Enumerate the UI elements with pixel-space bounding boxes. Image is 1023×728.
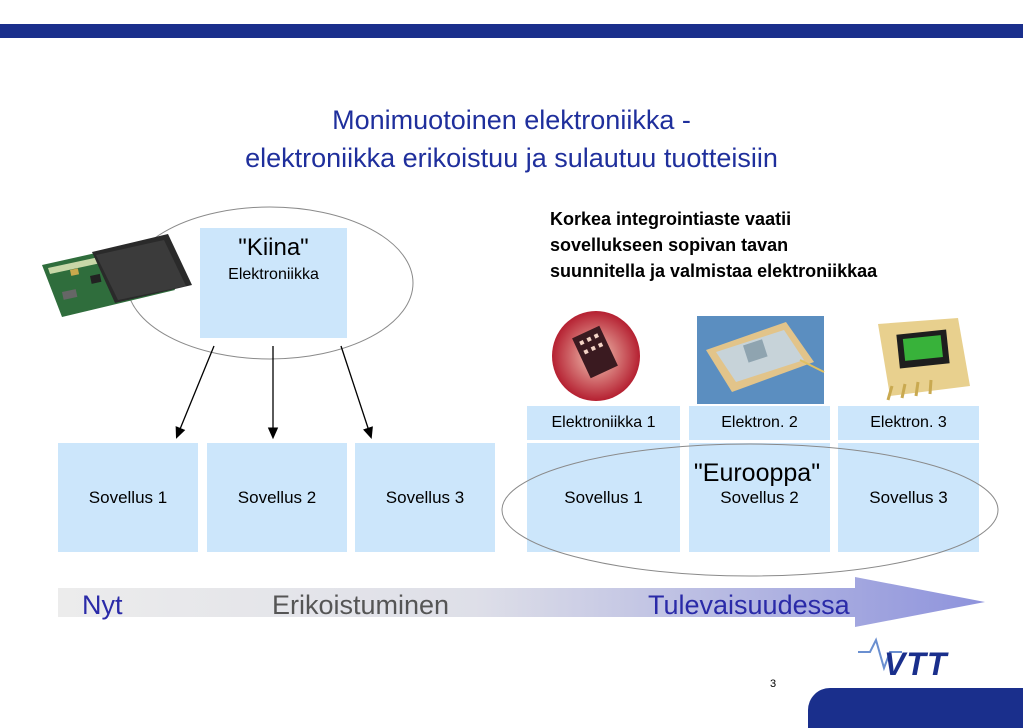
integration-note-line-3: suunnitella ja valmistaa elektroniikkaa [550, 261, 878, 281]
china-app-box-3: Sovellus 3 [355, 443, 495, 552]
europe-app-box-1: Sovellus 1 [527, 443, 680, 552]
china-app-box-2: Sovellus 2 [207, 443, 347, 552]
europe-electronics-box-3: Elektron. 3 [838, 406, 979, 440]
vtt-logo: VTT [884, 646, 948, 682]
europe-electronics-box-2: Elektron. 2 [689, 406, 830, 440]
slide-title-line-1: Monimuotoinen elektroniikka - [332, 105, 691, 135]
integration-note-line-1: Korkea integrointiaste vaatii [550, 209, 792, 229]
optical-module-picture [697, 316, 824, 404]
china-app-box-1: Sovellus 1 [58, 443, 198, 552]
europe-app-box-2: Sovellus 2 [689, 443, 830, 552]
page-number: 3 [770, 678, 777, 690]
integration-note-line-2: sovellukseen sopivan tavan [550, 235, 789, 255]
timeline-future-label: Tulevaisuudessa [648, 590, 850, 620]
china-electronics-label: Elektroniikka [228, 266, 319, 283]
europe-electronics-box-1: Elektroniikka 1 [527, 406, 680, 440]
flexible-circuit-picture [552, 311, 640, 401]
timeline-now-label: Nyt [82, 590, 123, 620]
arrow-to-sovellus-3 [341, 346, 370, 434]
europe-app-box-3: Sovellus 3 [838, 443, 979, 552]
china-label: "Kiina" [238, 234, 309, 261]
circuit-board-picture [42, 234, 192, 317]
timeline-specialization-label: Erikoistuminen [272, 590, 450, 620]
display-board-picture [878, 318, 970, 400]
europe-label: "Eurooppa" [693, 459, 821, 487]
slide-title-line-2: elektroniikka erikoistuu ja sulautuu tuotteisiin [245, 143, 778, 173]
arrow-to-sovellus-1 [178, 346, 214, 434]
china-electronics-box [200, 228, 347, 338]
